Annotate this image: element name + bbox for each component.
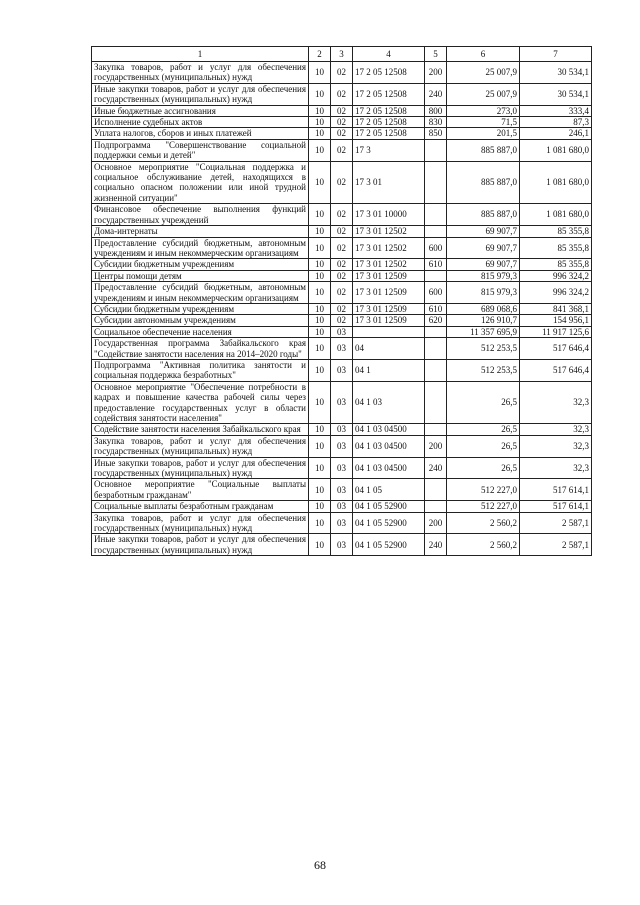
subsection-code-cell: 02 [331,117,353,128]
subsection-code-cell: 03 [331,326,353,337]
target-article-cell: 17 3 01 12502 [353,226,425,237]
amount-year1-cell: 69 907,7 [447,237,520,259]
table-row [92,435,592,457]
amount-year2-cell: 85 355,8 [520,237,592,259]
expense-type-cell: 240 [425,534,447,556]
expense-type-cell [425,204,447,226]
row-name-cell: Подпрограмма "Активная политика занятости и социальная поддержка безработных" [92,359,309,381]
section-code-cell: 10 [309,457,331,479]
subsection-code-cell: 02 [331,83,353,105]
subsection-code-cell: 02 [331,62,353,84]
section-code-cell: 10 [309,117,331,128]
target-article-cell: 17 2 05 12508 [353,62,425,84]
amount-year2-cell: 1 081 680,0 [520,139,592,161]
amount-year2-cell: 2 587,1 [520,512,592,534]
target-article-cell: 04 [353,338,425,360]
amount-year1-cell: 815 979,3 [447,270,520,281]
amount-year2-cell: 30 534,1 [520,83,592,105]
expense-type-cell: 830 [425,117,447,128]
subsection-code-cell: 02 [331,226,353,237]
target-article-cell: 17 3 01 12509 [353,270,425,281]
section-code-cell: 10 [309,83,331,105]
amount-year2-cell: 32,3 [520,424,592,435]
table-row [92,62,592,84]
amount-year2-cell: 85 355,8 [520,226,592,237]
amount-year2-cell: 246,1 [520,128,592,139]
section-code-cell: 10 [309,501,331,512]
amount-year1-cell: 885 887,0 [447,139,520,161]
row-name-cell: Иные бюджетные ассигнования [92,105,309,116]
expense-type-cell [425,326,447,337]
subsection-code-cell: 02 [331,161,353,204]
subsection-code-cell: 02 [331,259,353,270]
amount-year1-cell: 201,5 [447,128,520,139]
expense-type-cell [425,161,447,204]
expense-type-cell: 200 [425,62,447,84]
amount-year2-cell: 32,3 [520,435,592,457]
amount-year2-cell: 87,3 [520,117,592,128]
section-code-cell: 10 [309,326,331,337]
amount-year1-cell: 26,5 [447,381,520,424]
table-row [92,204,592,226]
target-article-cell: 17 3 01 12502 [353,237,425,259]
amount-year2-cell: 996 324,2 [520,270,592,281]
section-code-cell: 10 [309,282,331,304]
section-code-cell: 10 [309,512,331,534]
section-code-cell: 10 [309,128,331,139]
section-code-cell: 10 [309,359,331,381]
subsection-code-cell: 03 [331,424,353,435]
column-header: 3 [331,47,353,62]
target-article-cell: 17 3 01 10000 [353,204,425,226]
target-article-cell [353,326,425,337]
target-article-cell: 04 1 [353,359,425,381]
section-code-cell: 10 [309,62,331,84]
amount-year2-cell: 2 587,1 [520,534,592,556]
amount-year2-cell: 32,3 [520,381,592,424]
target-article-cell: 17 3 01 12509 [353,303,425,314]
row-name-cell: Иные закупки товаров, работ и услуг для обеспечения государственных (муниципальных) нужд [92,457,309,479]
amount-year1-cell: 25 007,9 [447,62,520,84]
row-name-cell: Предоставление субсидий бюджетным, автономным учреждениям и иным некоммерческим организациям [92,282,309,304]
amount-year2-cell: 1 081 680,0 [520,161,592,204]
table-row [92,270,592,281]
amount-year1-cell: 69 907,7 [447,226,520,237]
amount-year1-cell: 69 907,7 [447,259,520,270]
amount-year2-cell: 154 956,1 [520,315,592,326]
table-row [92,303,592,314]
section-code-cell: 10 [309,237,331,259]
amount-year1-cell: 273,0 [447,105,520,116]
column-header: 7 [520,47,592,62]
subsection-code-cell: 02 [331,282,353,304]
expense-type-cell [425,359,447,381]
table-row [92,338,592,360]
subsection-code-cell: 03 [331,457,353,479]
expense-type-cell [425,139,447,161]
amount-year2-cell: 32,3 [520,457,592,479]
target-article-cell: 04 1 05 52900 [353,501,425,512]
amount-year2-cell: 996 324,2 [520,282,592,304]
amount-year1-cell: 885 887,0 [447,204,520,226]
table-row [92,326,592,337]
row-name-cell: Иные закупки товаров, работ и услуг для обеспечения государственных (муниципальных) нужд [92,534,309,556]
table-row [92,282,592,304]
row-name-cell: Содействие занятости населения Забайкальского края [92,424,309,435]
table-row [92,259,592,270]
row-name-cell: Субсидии автономным учреждениям [92,315,309,326]
subsection-code-cell: 02 [331,204,353,226]
budget-table [91,46,592,556]
expense-type-cell [425,479,447,501]
section-code-cell: 10 [309,259,331,270]
row-name-cell: Финансовое обеспечение выполнения функций государственных учреждений [92,204,309,226]
expense-type-cell: 600 [425,237,447,259]
amount-year1-cell: 26,5 [447,457,520,479]
table-row [92,457,592,479]
target-article-cell: 04 1 03 04500 [353,457,425,479]
subsection-code-cell: 03 [331,479,353,501]
amount-year2-cell: 11 917 125,6 [520,326,592,337]
table-row [92,359,592,381]
section-code-cell: 10 [309,303,331,314]
amount-year2-cell: 517 646,4 [520,338,592,360]
expense-type-cell: 610 [425,259,447,270]
section-code-cell: 10 [309,105,331,116]
row-name-cell: Исполнение судебных актов [92,117,309,128]
amount-year1-cell: 11 357 695,9 [447,326,520,337]
amount-year1-cell: 689 068,6 [447,303,520,314]
subsection-code-cell: 03 [331,435,353,457]
table-row [92,161,592,204]
target-article-cell: 17 2 05 12508 [353,117,425,128]
column-header: 6 [447,47,520,62]
target-article-cell: 17 3 01 12509 [353,315,425,326]
section-code-cell: 10 [309,161,331,204]
row-name-cell: Закупка товаров, работ и услуг для обеспечения государственных (муниципальных) нужд [92,435,309,457]
column-header: 2 [309,47,331,62]
amount-year1-cell: 2 560,2 [447,512,520,534]
section-code-cell: 10 [309,204,331,226]
target-article-cell: 17 2 05 12508 [353,105,425,116]
table-row [92,479,592,501]
section-code-cell: 10 [309,270,331,281]
row-name-cell: Социальные выплаты безработным гражданам [92,501,309,512]
table-row [92,83,592,105]
amount-year2-cell: 841 368,1 [520,303,592,314]
target-article-cell: 17 3 [353,139,425,161]
subsection-code-cell: 02 [331,270,353,281]
amount-year1-cell: 512 253,5 [447,359,520,381]
subsection-code-cell: 03 [331,381,353,424]
table-row [92,105,592,116]
expense-type-cell [425,226,447,237]
subsection-code-cell: 02 [331,237,353,259]
expense-type-cell: 240 [425,457,447,479]
table-row [92,237,592,259]
amount-year1-cell: 26,5 [447,424,520,435]
expense-type-cell: 240 [425,83,447,105]
amount-year1-cell: 71,5 [447,117,520,128]
amount-year2-cell: 517 646,4 [520,359,592,381]
subsection-code-cell: 02 [331,303,353,314]
section-code-cell: 10 [309,435,331,457]
row-name-cell: Подпрограмма "Совершенствование социальной поддержки семьи и детей" [92,139,309,161]
row-name-cell: Субсидии бюджетным учреждениям [92,303,309,314]
target-article-cell: 17 3 01 12509 [353,282,425,304]
amount-year2-cell: 517 614,1 [520,501,592,512]
expense-type-cell [425,424,447,435]
table-row [92,424,592,435]
table-row [92,381,592,424]
amount-year2-cell: 30 534,1 [520,62,592,84]
expense-type-cell: 850 [425,128,447,139]
subsection-code-cell: 02 [331,105,353,116]
amount-year1-cell: 2 560,2 [447,534,520,556]
row-name-cell: Государственная программа Забайкальского края "Содействие занятости населения на 2014–2020 годы" [92,338,309,360]
table-row [92,512,592,534]
section-code-cell: 10 [309,424,331,435]
target-article-cell: 04 1 05 52900 [353,512,425,534]
amount-year1-cell: 512 227,0 [447,501,520,512]
column-header: 1 [92,47,309,62]
subsection-code-cell: 03 [331,534,353,556]
subsection-code-cell: 03 [331,512,353,534]
table-row [92,117,592,128]
amount-year1-cell: 25 007,9 [447,83,520,105]
expense-type-cell: 610 [425,303,447,314]
target-article-cell: 17 2 05 12508 [353,83,425,105]
row-name-cell: Предоставление субсидий бюджетным, автономным учреждениям и иным некоммерческим организациям [92,237,309,259]
table-row [92,139,592,161]
column-header: 5 [425,47,447,62]
amount-year1-cell: 512 227,0 [447,479,520,501]
row-name-cell: Основное мероприятие "Обеспечение потребности в кадрах и повышение качества рабочей силы через предоставление государственных услуг в области содействия занятости населения" [92,381,309,424]
subsection-code-cell: 02 [331,315,353,326]
row-name-cell: Субсидии бюджетным учреждениям [92,259,309,270]
target-article-cell: 04 1 03 04500 [353,424,425,435]
row-name-cell: Иные закупки товаров, работ и услуг для обеспечения государственных (муниципальных) нужд [92,83,309,105]
section-code-cell: 10 [309,381,331,424]
column-header: 4 [353,47,425,62]
expense-type-cell: 620 [425,315,447,326]
page-number: 68 [314,858,326,872]
amount-year1-cell: 26,5 [447,435,520,457]
expense-type-cell: 800 [425,105,447,116]
subsection-code-cell: 02 [331,139,353,161]
amount-year2-cell: 1 081 680,0 [520,204,592,226]
target-article-cell: 04 1 03 [353,381,425,424]
expense-type-cell [425,270,447,281]
row-name-cell: Закупка товаров, работ и услуг для обеспечения государственных (муниципальных) нужд [92,62,309,84]
target-article-cell: 04 1 03 04500 [353,435,425,457]
row-name-cell: Основное мероприятие "Социальная поддержка и социальное обслуживание детей, находящихся в социально опасном положении или иной трудной жизненной ситуации" [92,161,309,204]
row-name-cell: Основное мероприятие "Социальные выплаты безработным гражданам" [92,479,309,501]
expense-type-cell [425,501,447,512]
target-article-cell: 17 3 01 12502 [353,259,425,270]
row-name-cell: Закупка товаров, работ и услуг для обеспечения государственных (муниципальных) нужд [92,512,309,534]
section-code-cell: 10 [309,315,331,326]
amount-year1-cell: 885 887,0 [447,161,520,204]
amount-year1-cell: 815 979,3 [447,282,520,304]
table-header-row [92,47,592,62]
section-code-cell: 10 [309,226,331,237]
target-article-cell: 17 3 01 [353,161,425,204]
table-row [92,534,592,556]
row-name-cell: Дома-интернаты [92,226,309,237]
amount-year2-cell: 85 355,8 [520,259,592,270]
subsection-code-cell: 03 [331,338,353,360]
target-article-cell: 17 2 05 12508 [353,128,425,139]
section-code-cell: 10 [309,534,331,556]
expense-type-cell [425,338,447,360]
table-row [92,315,592,326]
amount-year1-cell: 512 253,5 [447,338,520,360]
section-code-cell: 10 [309,338,331,360]
table-row [92,226,592,237]
expense-type-cell: 200 [425,512,447,534]
row-name-cell: Социальное обеспечение населения [92,326,309,337]
subsection-code-cell: 03 [331,501,353,512]
row-name-cell: Центры помощи детям [92,270,309,281]
target-article-cell: 04 1 05 [353,479,425,501]
table-row [92,501,592,512]
row-name-cell: Уплата налогов, сборов и иных платежей [92,128,309,139]
table-row [92,128,592,139]
subsection-code-cell: 02 [331,128,353,139]
subsection-code-cell: 03 [331,359,353,381]
expense-type-cell: 200 [425,435,447,457]
section-code-cell: 10 [309,139,331,161]
expense-type-cell: 600 [425,282,447,304]
amount-year1-cell: 126 910,7 [447,315,520,326]
target-article-cell: 04 1 05 52900 [353,534,425,556]
expense-type-cell [425,381,447,424]
amount-year2-cell: 517 614,1 [520,479,592,501]
section-code-cell: 10 [309,479,331,501]
amount-year2-cell: 333,4 [520,105,592,116]
